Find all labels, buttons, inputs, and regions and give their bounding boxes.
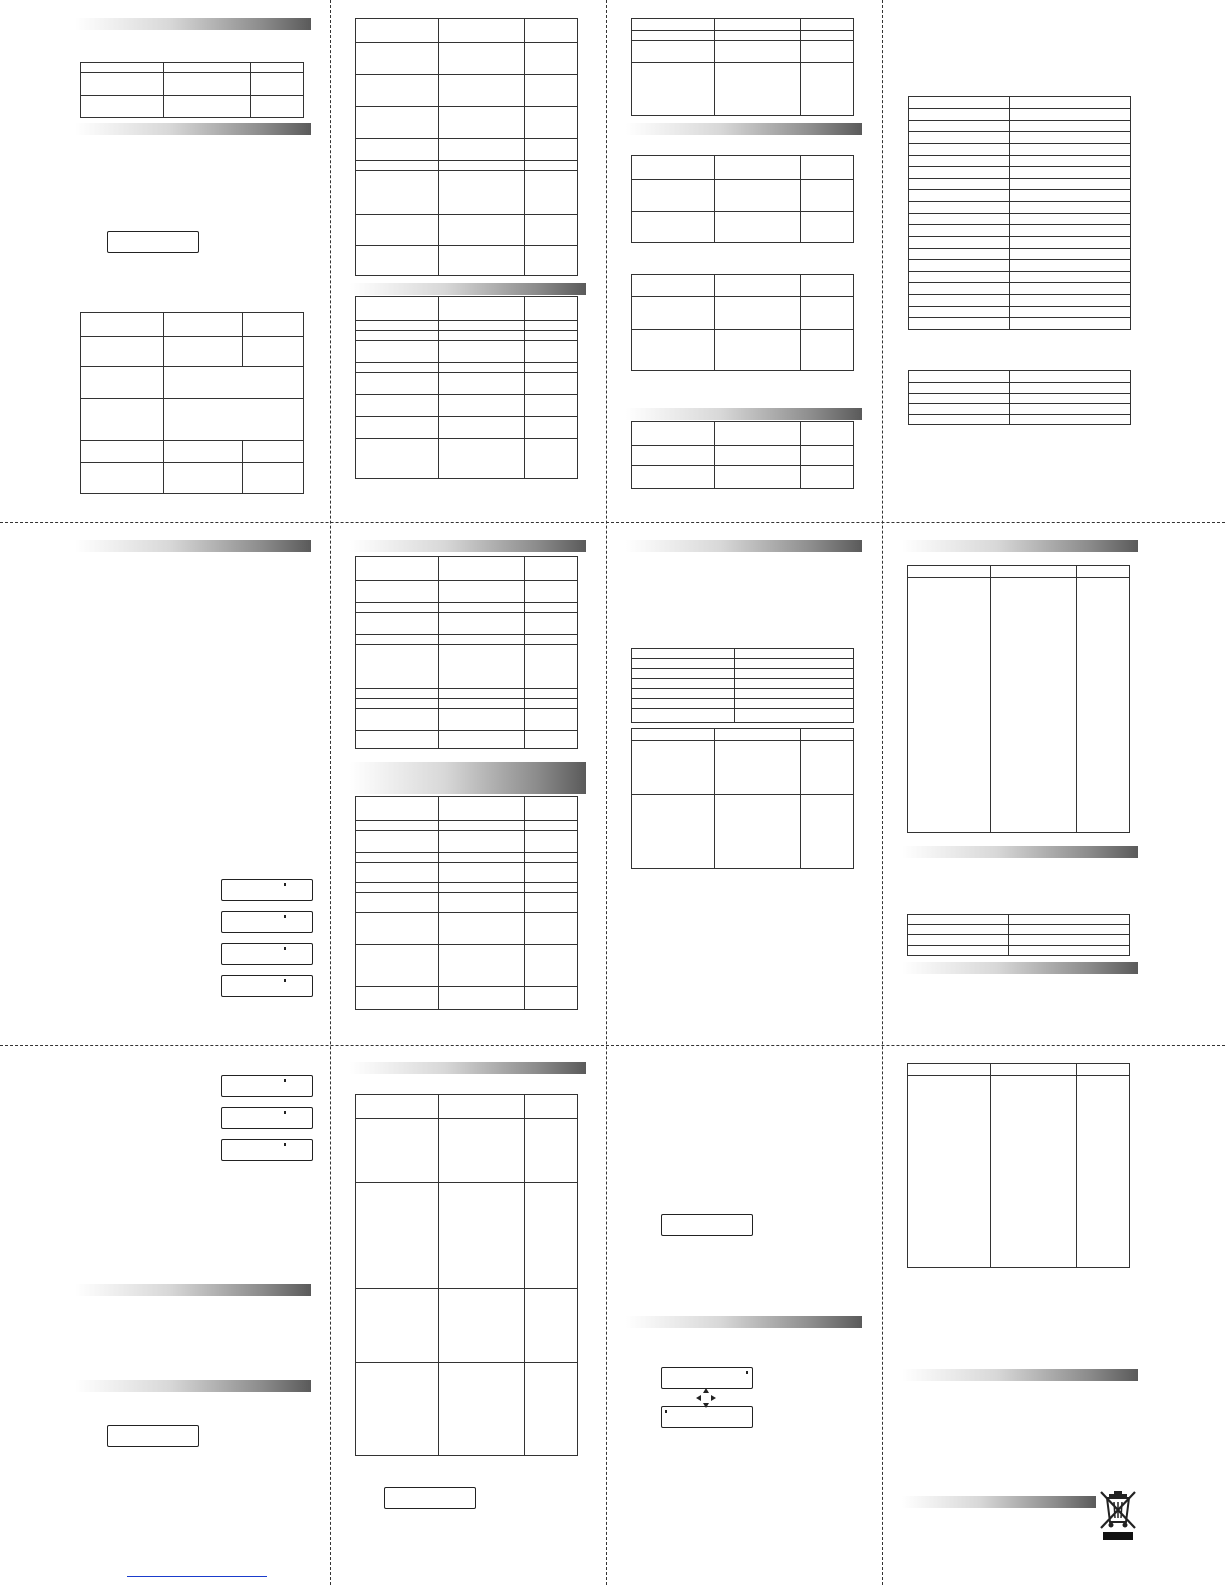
display-panel [221, 879, 313, 901]
spec-table [631, 274, 854, 371]
spec-table [631, 155, 854, 243]
spec-table-two-column [908, 370, 1131, 425]
section-header-bar [902, 1369, 1138, 1381]
section-header-bar [75, 123, 311, 135]
spec-table [355, 18, 578, 276]
fold-line-vertical-1 [330, 0, 331, 1585]
fold-line-vertical-3 [882, 0, 883, 1585]
display-panel [221, 943, 313, 965]
section-header-bar [75, 540, 311, 552]
spec-table [80, 62, 304, 118]
spec-table [907, 565, 1130, 833]
spec-table-two-column [908, 96, 1131, 330]
section-header-bar [902, 962, 1138, 974]
section-header-bar [902, 540, 1138, 552]
display-panel [221, 975, 313, 997]
website-link[interactable] [127, 1576, 267, 1577]
weee-crossed-bin-icon [1097, 1488, 1139, 1540]
spec-table [631, 421, 854, 489]
section-header-bar [75, 18, 311, 30]
mode-table [80, 312, 304, 494]
section-header-bar [902, 846, 1138, 858]
section-header-bar [75, 1284, 311, 1296]
section-header-bar [75, 1380, 311, 1392]
section-header-bar [626, 1316, 862, 1328]
spec-table [355, 556, 578, 749]
display-panel [661, 1367, 753, 1389]
fold-line-horizontal-1 [0, 522, 1225, 523]
section-header-bar [626, 408, 862, 420]
display-panel [107, 1425, 199, 1447]
display-panel [384, 1487, 476, 1509]
spec-table-two-column [907, 914, 1130, 956]
display-panel [661, 1406, 753, 1428]
display-panel [661, 1214, 753, 1236]
spec-table [631, 18, 854, 116]
display-panel [107, 231, 199, 253]
section-header-bar [350, 762, 586, 794]
spec-table-two-column [631, 648, 854, 723]
display-panel [221, 911, 313, 933]
section-header-bar [350, 1062, 586, 1074]
display-panel [221, 1139, 313, 1161]
fold-line-vertical-2 [606, 0, 607, 1585]
section-header-bar [626, 123, 862, 135]
display-panel [221, 1107, 313, 1129]
mode-table [631, 728, 854, 869]
spec-table [907, 1063, 1130, 1268]
display-panel [221, 1075, 313, 1097]
spec-table [355, 796, 578, 1010]
spec-table [355, 296, 578, 479]
spec-table [355, 1094, 578, 1456]
section-header-bar [902, 1496, 1096, 1508]
section-header-bar [350, 283, 586, 295]
section-header-bar [626, 540, 862, 552]
fold-line-horizontal-2 [0, 1045, 1225, 1046]
section-header-bar [350, 540, 586, 552]
